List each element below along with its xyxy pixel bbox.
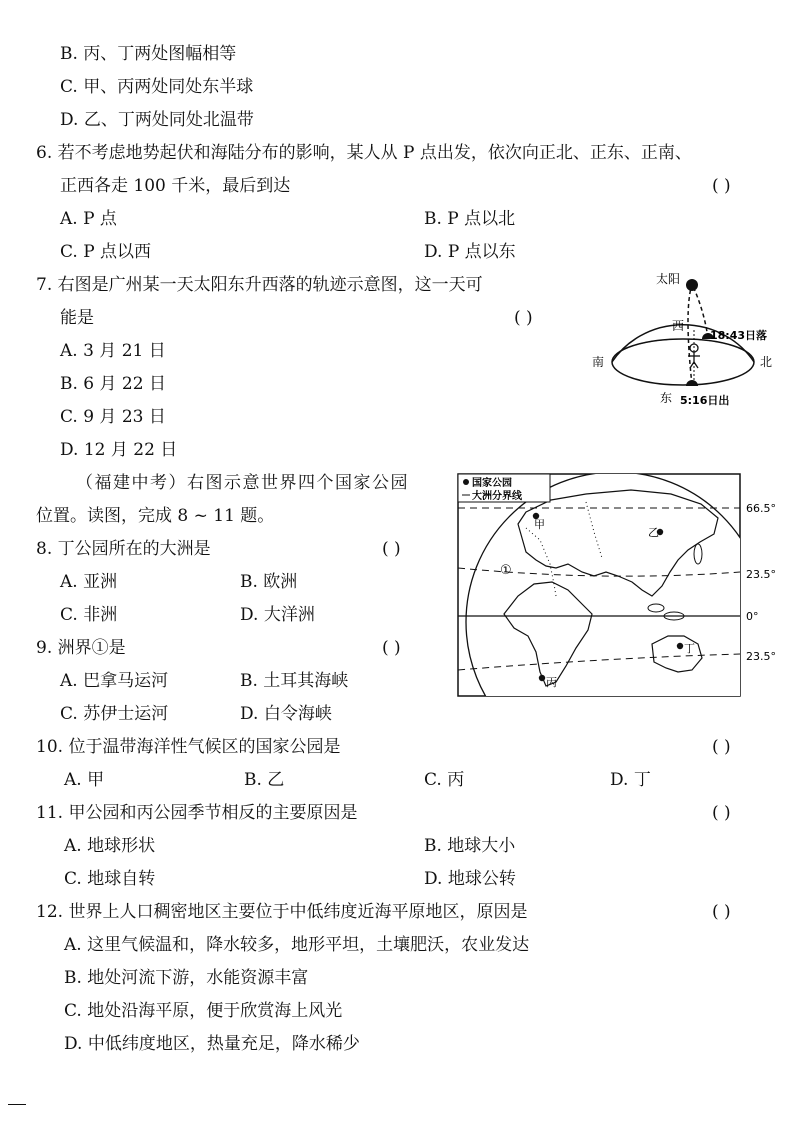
q11-answer-paren: ( ) bbox=[712, 803, 731, 823]
sunset-time-label: 18:43日落 bbox=[710, 329, 768, 342]
q11-option-b: B. 地球大小 bbox=[424, 836, 516, 856]
q12-option-b: B. 地处河流下游，水能资源丰富 bbox=[64, 968, 309, 988]
legend-park-label: 国家公园 bbox=[472, 478, 512, 489]
q12-option-c: C. 地处沿海平原，便于欣赏海上风光 bbox=[64, 1001, 343, 1021]
park-yi-label: 乙 bbox=[648, 526, 659, 539]
page-footer-rule bbox=[8, 1104, 26, 1105]
sun-label: 太阳 bbox=[655, 272, 680, 286]
q12-option-a: A. 这里气候温和，降水较多，地形平坦，土壤肥沃，农业发达 bbox=[64, 935, 530, 955]
q11-option-c: C. 地球自转 bbox=[64, 869, 156, 889]
q12-option-d: D. 中低纬度地区，热量充足，降水稀少 bbox=[64, 1034, 360, 1054]
q6-answer-paren: ( ) bbox=[712, 176, 731, 196]
park-bing-marker bbox=[539, 675, 545, 681]
q8-option-a: A. 亚洲 bbox=[60, 572, 118, 592]
q9-option-b: B. 土耳其海峡 bbox=[240, 671, 349, 691]
q9-option-c: C. 苏伊士运河 bbox=[60, 704, 169, 724]
park-ding-label: 丁 bbox=[684, 642, 695, 655]
east-label: 东 bbox=[660, 391, 673, 405]
q8-stem: 8. 丁公园所在的大洲是 bbox=[36, 539, 211, 559]
q7-option-b: B. 6 月 22 日 bbox=[60, 374, 166, 394]
lat-23-5s-label: 23.5° bbox=[746, 650, 776, 663]
q8-option-c: C. 非洲 bbox=[60, 605, 118, 625]
q5-option-d: D. 乙、丁两处同处北温带 bbox=[60, 110, 254, 130]
q11-option-a: A. 地球形状 bbox=[64, 836, 156, 856]
q11-option-d: D. 地球公转 bbox=[424, 869, 516, 889]
q9-option-d: D. 白令海峡 bbox=[240, 704, 332, 724]
lat-66-5-label: 66.5° bbox=[746, 502, 776, 515]
world-park-map bbox=[456, 472, 786, 700]
q10-stem: 10. 位于温带海洋性气候区的国家公园是 bbox=[36, 737, 341, 757]
q5-option-c: C. 甲、丙两处同处东半球 bbox=[60, 77, 254, 97]
q9-stem: 9. 洲界①是 bbox=[36, 638, 126, 658]
q8-answer-paren: ( ) bbox=[382, 539, 401, 559]
north-label: 北 bbox=[760, 355, 773, 369]
q7-option-c: C. 9 月 23 日 bbox=[60, 407, 166, 427]
sun-top-icon bbox=[686, 279, 698, 291]
park-ding-marker bbox=[677, 643, 683, 649]
q6-option-b: B. P 点以北 bbox=[424, 209, 516, 229]
south-label: 南 bbox=[592, 355, 605, 369]
q6-option-c: C. P 点以西 bbox=[60, 242, 152, 262]
q7-stem-line2: 能是 bbox=[60, 308, 94, 328]
park-jia-label: 甲 bbox=[534, 518, 545, 531]
legend-park-icon bbox=[463, 479, 469, 485]
group-intro-line2: 位置。读图，完成 8 ~ 11 题。 bbox=[36, 506, 275, 526]
q7-answer-paren: ( ) bbox=[514, 308, 533, 328]
boundary-1-label: ① bbox=[500, 563, 512, 578]
sunrise-sun-icon bbox=[686, 380, 698, 386]
lat-23-5n-label: 23.5° bbox=[746, 568, 776, 581]
q10-option-c: C. 丙 bbox=[424, 770, 465, 790]
group-intro-line1: （福建中考）右图示意世界四个国家公园 bbox=[76, 473, 409, 493]
lat-0-label: 0° bbox=[746, 610, 759, 623]
q7-option-a: A. 3 月 21 日 bbox=[60, 341, 166, 361]
q10-answer-paren: ( ) bbox=[712, 737, 731, 757]
q12-stem: 12. 世界上人口稠密地区主要位于中低纬度近海平原地区，原因是 bbox=[36, 902, 528, 922]
q8-option-d: D. 大洋洲 bbox=[240, 605, 315, 625]
q9-answer-paren: ( ) bbox=[382, 638, 401, 658]
q12-answer-paren: ( ) bbox=[712, 902, 731, 922]
west-label: 西 bbox=[672, 319, 685, 333]
q6-option-d: D. P 点以东 bbox=[424, 242, 516, 262]
q6-stem-line1: 6. 若不考虑地势起伏和海陆分布的影响，某人从 P 点出发，依次向正北、正东、正南、 bbox=[36, 143, 692, 163]
legend-boundary-label: 大洲分界线 bbox=[472, 491, 522, 502]
q6-option-a: A. P 点 bbox=[60, 209, 117, 229]
q6-stem-line2: 正西各走 100 千米，最后到达 bbox=[60, 176, 291, 196]
q10-option-a: A. 甲 bbox=[64, 770, 105, 790]
q7-stem-line1: 7. 右图是广州某一天太阳东升西落的轨迹示意图，这一天可 bbox=[36, 275, 483, 295]
q5-option-b: B. 丙、丁两处图幅相等 bbox=[60, 44, 237, 64]
sunrise-time-label: 5:16日出 bbox=[680, 394, 730, 407]
park-bing-label: 丙 bbox=[546, 676, 557, 689]
q7-option-d: D. 12 月 22 日 bbox=[60, 440, 178, 460]
q8-option-b: B. 欧洲 bbox=[240, 572, 298, 592]
q10-option-d: D. 丁 bbox=[610, 770, 651, 790]
q10-option-b: B. 乙 bbox=[244, 770, 285, 790]
q9-option-a: A. 巴拿马运河 bbox=[60, 671, 169, 691]
sun-path-diagram bbox=[586, 270, 782, 412]
q11-stem: 11. 甲公园和丙公园季节相反的主要原因是 bbox=[36, 803, 358, 823]
